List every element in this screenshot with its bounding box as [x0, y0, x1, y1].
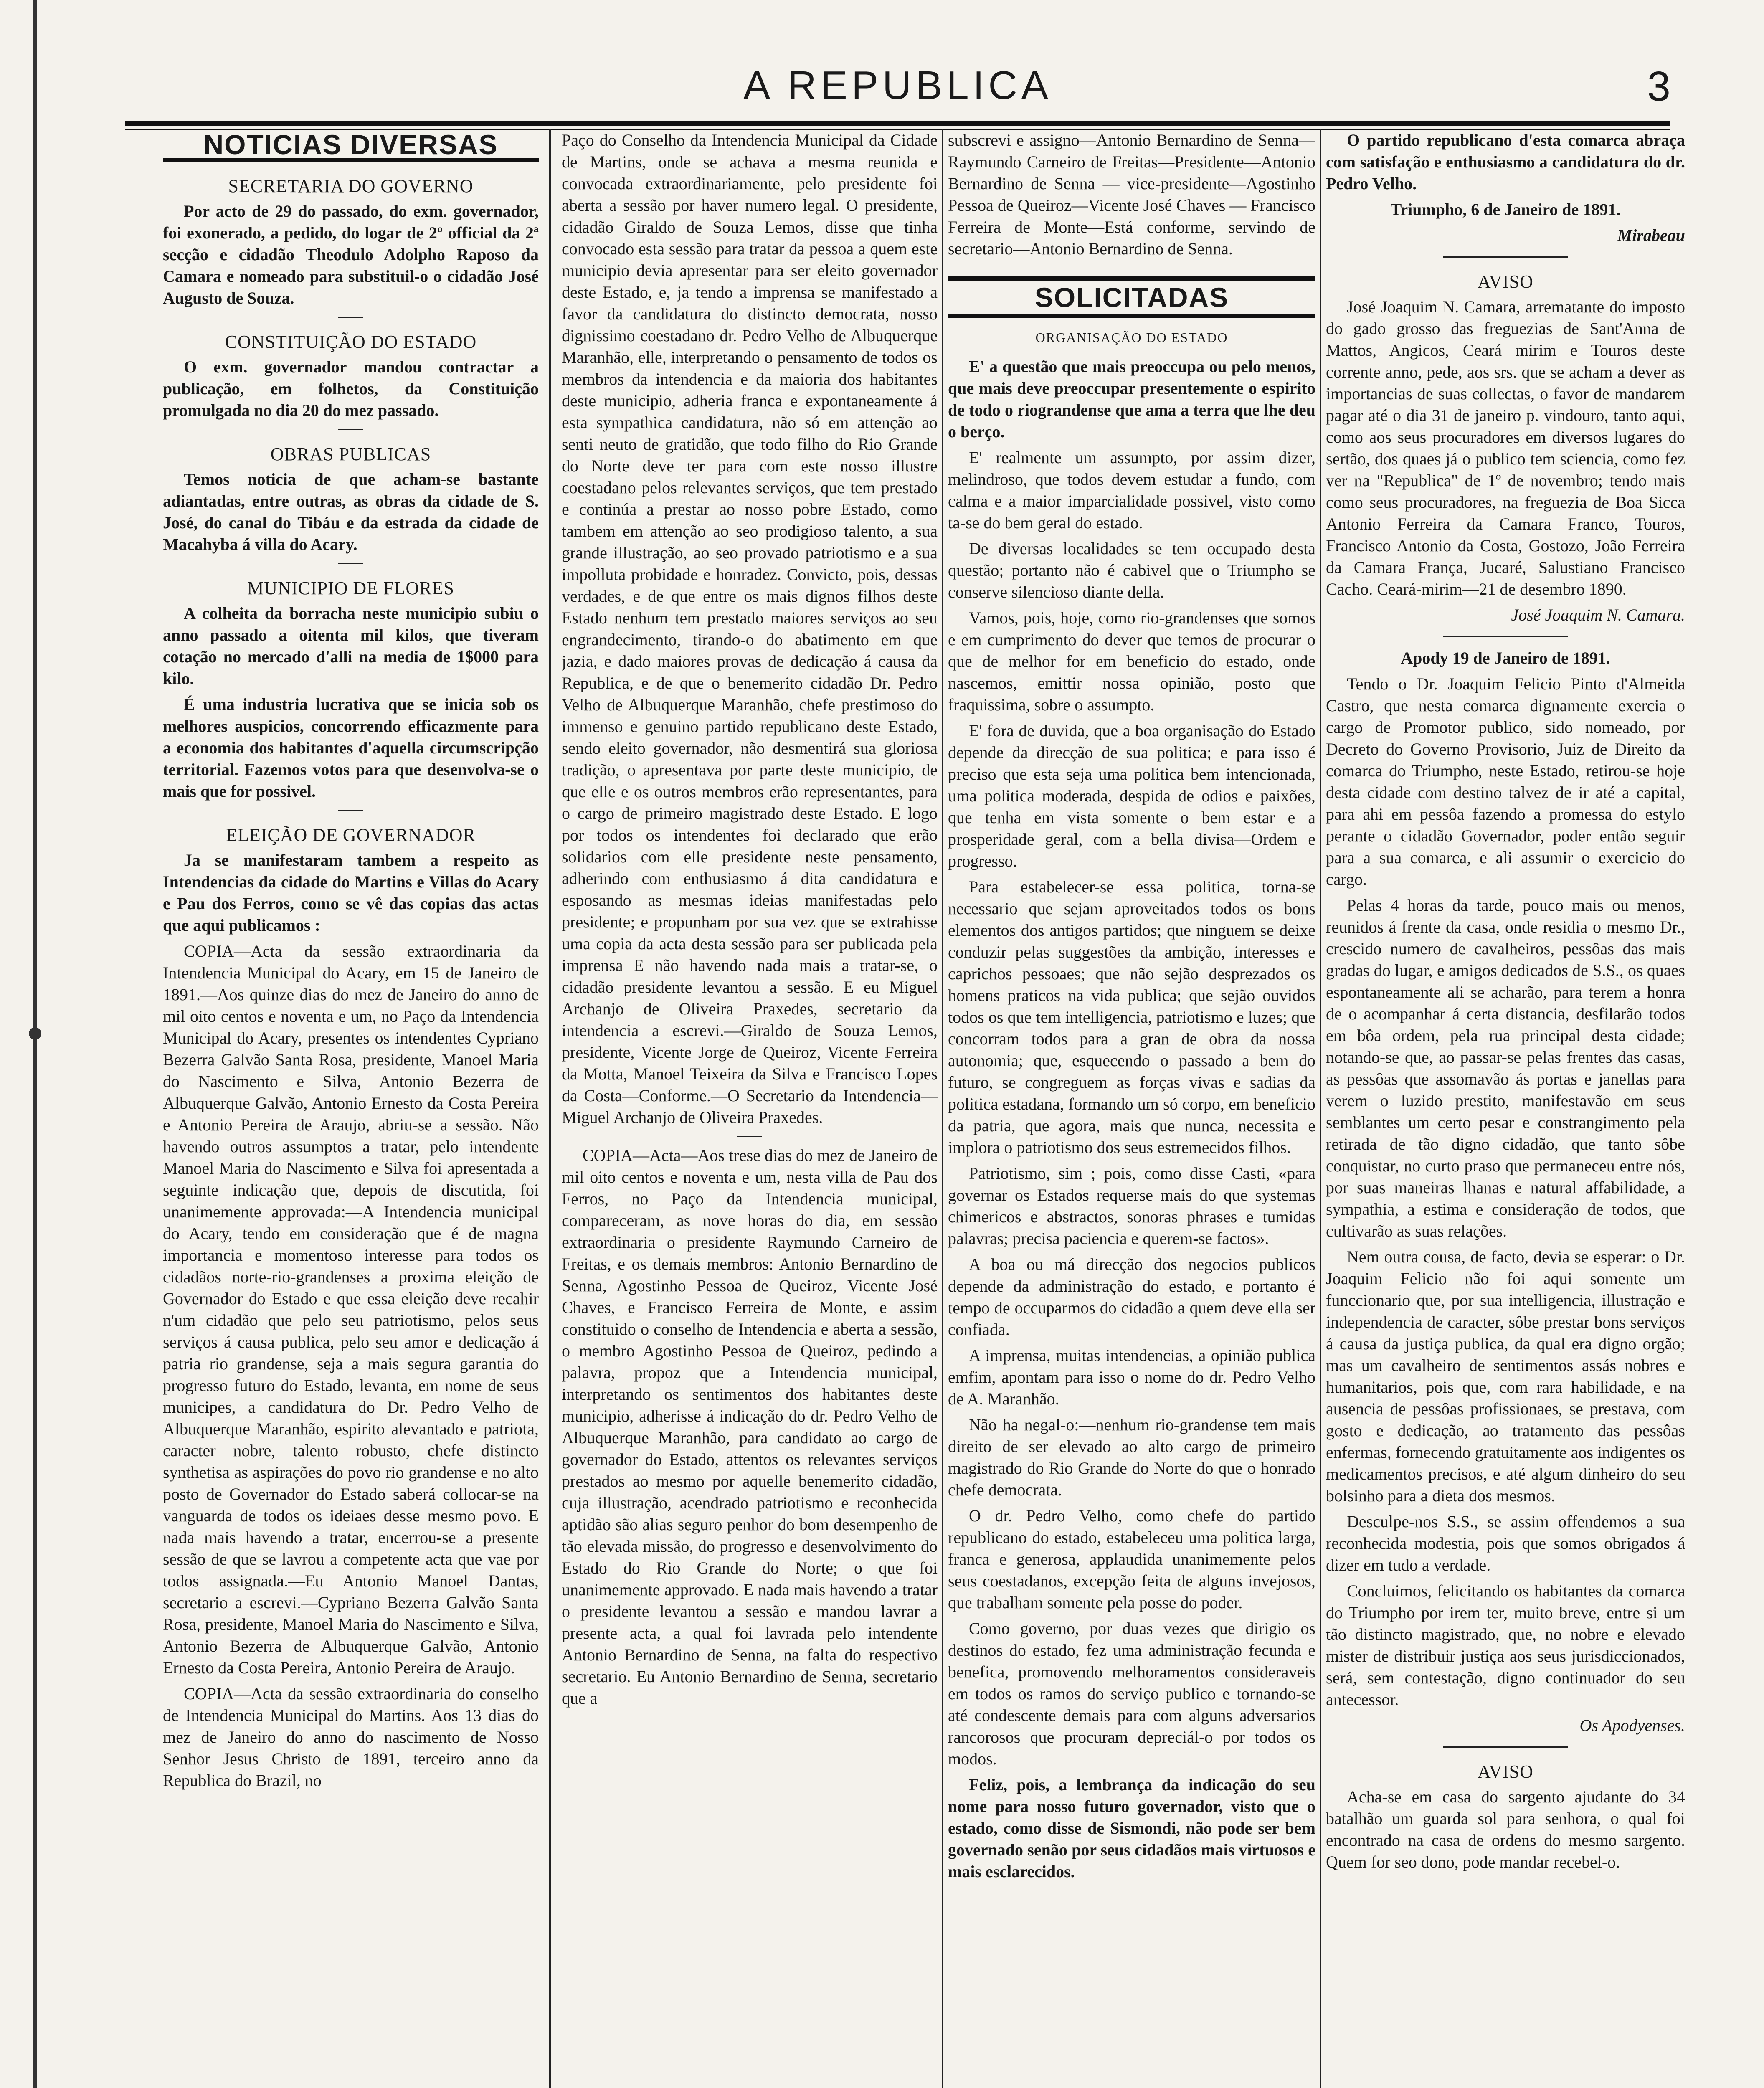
heading-flores: MUNICIPIO DE FLORES: [247, 578, 454, 598]
column-2: [562, 129, 938, 2088]
column-3: [948, 129, 1315, 2088]
paragraph: Nem outra cousa, de facto, devia se esperar: o Dr. Joaquim Felicio não foi aqui somente um funccionario que, por sua intelligencia, illustração e independencia de caracter, sôbe prestar bons serviços á causa da justiça publica, da qual era digno orgão; mas um cavalheiro de sentimentos assás nobres e humanitarios, pois que, com rara habilidade, e na ausencia de pessôas profissionaes, se prestava, com gosto e dedicação, ao tratamento das pessôas enfermas, fornecendo gratuitamente aos indigentes os medicamentos precisos, e até algum dinheiro do seu bolsinho para a dieta dos mesmos.: [1326, 1247, 1685, 1505]
heading-eleicao: ELEIÇÃO DE GOVERNADOR: [226, 825, 476, 845]
paragraph: Acha-se em casa do sargento ajudante do 34 batalhão um guarda sol para senhora, o qual foi encontrado na casa de ordens do mesmo sargento. Quem for seo dono, pode mandar recebel-o.: [1326, 1787, 1685, 1871]
page-number: 3: [1647, 63, 1670, 110]
paragraph: Desculpe-nos S.S., se assim offendemos a sua reconhecida modestia, pois que somos obrigados á dizer em tudo a verdade.: [1326, 1512, 1685, 1574]
divider: [338, 317, 363, 318]
divider: [737, 1136, 762, 1137]
scan-edge-line: [33, 0, 37, 2088]
heading-obras: OBRAS PUBLICAS: [270, 444, 431, 464]
paragraph: Temos noticia de que acham-se bastante adiantadas, entre outras, as obras da cidade de S. José, do canal do Tibáu e da estrada da cidade de Macahyba á villa do Acary.: [163, 470, 539, 554]
signature: Mirabeau: [1617, 226, 1685, 245]
header-rule: [125, 121, 1670, 126]
column-rule: [1320, 129, 1321, 2088]
paragraph: O partido republicano d'esta comarca abraça com satisfação e enthusiasmo a candidatura do dr. Pedro Velho.: [1326, 131, 1685, 193]
newspaper-title: A REPUBLICA: [743, 63, 1052, 108]
paragraph: Concluimos, felicitando os habitantes da comarca do Triumpho por irem ter, muito breve, entre si um tão distincto magistrado, que, no nobre e elevado mister de distribuir justiça aos seus jurisdiccionados, será, sem contestação, digno continuador do seu antecessor.: [1326, 1581, 1685, 1709]
heading-secretaria: SECRETARIA DO GOVERNO: [228, 176, 474, 196]
paragraph: E' realmente um assumpto, por assim dizer, melindroso, que todos devem estudar a fundo, com calma e a maior imparcialidade possivel, visto como ta-se do bem geral do estado.: [948, 448, 1315, 532]
page-header: [125, 63, 1670, 125]
paragraph: Ja se manifestaram tambem a respeito as Intendencias da cidade do Martins e Villas do Acary e Pau dos Ferros, como se vê das copias das actas que aqui publicamos :: [163, 851, 539, 935]
column-4: [1326, 129, 1685, 2088]
paragraph: Como governo, por duas vezes que dirigio os destinos do estado, fez uma administração fecunda e benefica, promovendo melhoramentos consideraveis em todos os ramos do serviço publico e tornando-se até condescente demais para com alguns adversarios rancorosos que procuram depreciál-o por todos os modos.: [948, 1619, 1315, 1768]
paragraph: É uma industria lucrativa que se inicia sob os melhores auspicios, concorrendo efficazmente para a economia dos habitantes d'aquella circumscripção territorial. Fazemos votos para que desenvolva-se o mais que for possivel.: [163, 695, 539, 801]
paragraph: A boa ou má direcção dos negocios publicos depende da administração do estado, e portanto é tempo de occuparmos do cidadão a quem deve ella ser confiada.: [948, 1255, 1315, 1339]
paragraph: COPIA—Acta—Aos trese dias do mez de Janeiro de mil oito centos e noventa e um, nesta villa de Pau dos Ferros, no Paço da Intendencia municipal, compareceram, as nove horas do dia, em sessão extraordinaria o presidente Raymundo Carneiro de Freitas, e os demais membros: Antonio Bernardino de Senna, Agostinho Pessoa de Queiroz, Vicente José Chaves, e Francisco Ferreira de Monte, e assim constituido o conselho de Intendencia e aberta a sessão, o membro Agostinho Pessoa de Queiroz, pedindo a palavra, propoz que a Intendencia municipal, interpretando os sentimentos dos habitantes deste municipio, adherisse á indicação do dr. Pedro Velho de Albuquerque Maranhão, para candidato ao cargo de governador do Estado, attentos os relevantes serviços prestados ao mesmo por aquelle benemerito cidadão, cuja illustração, acendrado patriotismo e reconhecida aptidão são alias seguro penhor do bom desempenho de tão elevada missão, do progresso e desenvolvimento do Estado do Rio Grande do Norte; o que foi unanimemente approvado. E nada mais havendo a tratar o presidente levantou a sessão e mandou lavrar a presente acta, a qual foi lavrada pelo intendente Antonio Bernardino de Senna, na falta do respectivo secretario. Eu Antonio Bernardino de Senna, secretario que a: [562, 1146, 938, 1708]
paragraph: COPIA—Acta da sessão extraordinaria da Intendencia Municipal do Acary, em 15 de Janeiro de 1891.—Aos quinze dias do mez de Janeiro do anno de mil oito centos e noventa e um, no Paço da Intendencia Municipal do Acary, presentes os intendentes Cypriano Bezerra Galvão Santa Rosa, presidente, Manoel Maria do Nascimento e Silva, Antonio Bezerra de Albuquerque Galvão, Antonio Ernesto da Costa Pereira e Antonio Pereira de Araujo, abriu-se a sessão. Não havendo outros assumptos a tratar, pelo intendente Manoel Maria do Nascimento e Silva foi apresentada a seguinte indicação que, depois de discutida, foi unanimemente approvada:—A Intendencia municipal do Acary, tendo em consideração que é de magna importancia e momentoso interesse para todos os cidadãos norte-rio-grandenses a proxima eleição de Governador do Estado e que essa eleição deve recahir n'um cidadão que pelo seu patriotismo, pelos seus serviços á causa publica, pelo seu amor e dedicação á patria rio grandense, seja a mais segura garantia do progresso futuro do Estado, levanta, em nome de seus municipes, a candidatura do Dr. Pedro Velho de Albuquerque Maranhão, espirito alevantado e patriota, caracter nobre, talento robusto, chefe distincto synthetisa as aspirações do povo rio grandense e no alto posto de Governador do Estado saberá collocar-se na vanguarda de todos os ideiaes desse mesmo povo. E nada mais havendo a tratar, encerrou-se a presente sessão de que se lavrou a competente acta que vae por todos assignada.—Eu Antonio Manoel Dantas, secretario a escrevi.—Cypriano Bezerra Galvão Santa Rosa, presidente, Manoel Maria do Nascimento e Silva, Antonio Bezerra de Albuquerque Galvão, Antonio Ernesto da Costa Pereira, Antonio Pereira de Araujo.: [163, 942, 539, 1677]
divider: [1443, 256, 1568, 258]
paragraph: Patriotismo, sim ; pois, como disse Casti, «para governar os Estados requerse mais do que systemas chimericos e abstractos, sonoras phrases e tumidas palavras; precisa paciencia e querem-se factos».: [948, 1164, 1315, 1248]
paragraph: José Joaquim N. Camara, arrematante do imposto do gado grosso das freguezias de Sant'Anna de Mattos, Angicos, Ceará mirim e Touros deste corrente anno, pede, aos srs. que se acham a dever as importancias de suas collectas, o favor de mandarem pagar até o dia 31 de janeiro p. vindouro, tanto aqui, como aos seus procuradores em diversos lugares do sertão, dos quaes já o publico tem sciencia, como fez ver na "Republica" de 1º de novembro; tendo mais como seus procuradores, na freguezia de Boa Sicca Antonio Ferreira da Camara Franco, Touros, Francisco Antonio da Costa, Gostozo, João Ferreira da Camara França, Jucaré, Salustiano Francisco Cacho. Ceará-mirim—21 de desembro 1890.: [1326, 297, 1685, 598]
section-title-noticias: NOTICIAS DIVERSAS: [163, 134, 539, 162]
signature: Os Apodyenses.: [1579, 1716, 1685, 1735]
column-1: [163, 129, 539, 2088]
paragraph: De diversas localidades se tem occupado desta questão; portanto não é cabivel que o Triumpho se conserve silencioso diante della.: [948, 539, 1315, 601]
paragraph: subscrevi e assigno—Antonio Bernardino de Senna—Raymundo Carneiro de Freitas—Presidente—Antonio Bernardino de Senna — vice-presidente—Agostinho Pessoa de Queiroz—Vicente José Chaves — Francisco Ferreira de Monte—Está conforme, servindo de secretario—Antonio Bernardino de Senna.: [948, 131, 1315, 258]
divider: [338, 429, 363, 430]
paragraph: Tendo o Dr. Joaquim Felicio Pinto d'Almeida Castro, que nesta comarca dignamente exercia o cargo de Promotor publico, sido nomeado, por Decreto do Governo Provisorio, Juiz de Direito da comarca do Triumpho, neste Estado, retirou-se hoje desta cidade com destino talvez de ir até a capital, para ahi em pessôa fazendo a promessa do estylo perante o cidadão Governador, poder então seguir para a sua comarca, e ali assumir o exercicio do cargo.: [1326, 674, 1685, 889]
divider: [338, 810, 363, 811]
paragraph: E' a questão que mais preoccupa ou pelo menos, que mais deve preoccupar presentemente o espirito de todo o riograndense que ama a terra que lhe deu o berço.: [948, 357, 1315, 441]
dateline: Apody 19 de Janeiro de 1891.: [1401, 649, 1610, 667]
paragraph: Pelas 4 horas da tarde, pouco mais ou menos, reunidos á frente da casa, onde residia o mesmo Dr., crescido numero de cavalheiros, pessôas das mais gradas do lugar, e amigos dedicados de S.S., os quaes espontaneamente ali se acharão, para terem a honra de o acompanhar á certa distancia, desfilarão todos em bôa ordem, pela rua principal desta cidade; notando-se que, ao passar-se pelas frentes das casas, as pessôas que assomavão ás portas e janellas para verem o luzido prestito, manifestavão em seus semblantes um certo pesar e constrangimento pela retirada de tão digno cidadão, que tanto sôbe conquistar, no curto praso que permaneceu entre nós, por suas maneiras lhanas e natural affabilidade, a sympathia, a estima e consideração de todos, que cultivarão as suas relações.: [1326, 896, 1685, 1240]
divider: [338, 563, 363, 564]
paragraph: Por acto de 29 do passado, do exm. governador, foi exonerado, a pedido, do logar de 2º official da 2ª secção e cidadão Theodulo Adolpho Raposo da Camara e nomeado para substituil-o o cidadão José Augusto de Souza.: [163, 202, 539, 307]
paragraph: E' fora de duvida, que a boa organisação do Estado depende da direcção de sua politica; e para isso é preciso que esta seja uma politica bem intencionada, uma politica moderada, despida de odios e paixões, que tenha em vista somente o bem estar e a prosperidade geral, com a bella divisa—Ordem e progresso.: [948, 721, 1315, 870]
heading-aviso: AVISO: [1478, 271, 1533, 292]
paragraph: O exm. governador mandou contractar a publicação, em folhetos, da Constituição promulgada no dia 20 do mez passado.: [163, 357, 539, 420]
divider: [1443, 1746, 1568, 1748]
heading-aviso: AVISO: [1478, 1761, 1533, 1782]
paragraph: A colheita da borracha neste municipio subiu o anno passado a oitenta mil kilos, que tiveram cotação no mercado d'alli na media de 1$000 para kilo.: [163, 604, 539, 688]
paragraph: Feliz, pois, a lembrança da indicação do seu nome para nosso futuro governador, visto que o estado, como disse de Sismondi, não pode ser bem governado senão por seus cidadãos mais virtuosos e mais esclarecidos.: [948, 1775, 1315, 1881]
divider: [1443, 636, 1568, 637]
section-title-solicitadas: SOLICITADAS: [948, 276, 1315, 318]
paragraph: Paço do Conselho da Intendencia Municipal da Cidade de Martins, onde se achava a mesma reunida e convocada extraordinariamente, pelo presidente foi aberta a sessão por haver numero legal. O presidente, cidadão Giraldo de Souza Lemos, disse que tinha convocado esta sessão para tratar da pessoa a quem este municipio devia apresentar para ser eleito governador deste Estado, e, ja tendo a imprensa se manifestado a favor da candidatura do distincto democrata, nosso dignissimo coestadano dr. Pedro Velho de Albuquerque Maranhão, elle, interpretando o pensamento de todos os membros da intendencia e da maioria dos habitantes deste municipio, adheria franca e expontaneamente á esta sympathica candidatura, não só em attenção ao senti neuto de gratidão, que todo filho do Rio Grande do Norte deve ter para com este nosso illustre coestadano pelos relevantes serviços, que tem prestado e continúa a prestar ao nosso pobre Estado, como tambem em attenção ao seo prodigioso talento, a sua grande illustração, ao seo provado patriotismo e a sua impolluta probidade e honradez. Convicto, pois, dessas verdades, e de que entre os mais dignos filhos deste Estado nenhum tem prestado maiores serviços ao seu engrandecimento, tirando-o do abatimento em que jazia, e dado maiores provas de dedicação á causa da Republica, e de que o benemerito cidadão Dr. Pedro Velho de Albuquerque Maranhão, chefe prestimoso do immenso e genuino partido republicano deste Estado, sendo eleito governador, não desmentirá sua gloriosa tradição, o apresentava por parte deste municipio, de que elle e os outros membros erão representantes, para o cargo de primeiro magistrado deste Estado. E logo por todos os intendentes foi declarado que erão solidarios com elle presidente neste pensamento, adherindo com enthusiasmo á dita candidatura e esposando as mesmas ideias manifestadas pelo presidente; e propunham por sua vez que se extrahisse uma copia da acta desta sessão para ser publicada pela imprensa E não havendo nada mais a tratar-se, o cidadão presidente levantou a sessão. E eu Miguel Archanjo de Oliveira Praxedes, secretario da intendencia a escrevi.—Giraldo de Souza Lemos, presidente, Vicente Jorge de Queiroz, Vicente Ferreira da Motta, Manoel Teixeira da Silva e Francisco Lopes da Costa—Conforme.—O Secretario da Intendencia—Miguel Archanjo de Oliveira Praxedes.: [562, 131, 938, 1127]
paragraph: O dr. Pedro Velho, como chefe do partido republicano do estado, estabeleceu uma politica larga, franca e generosa, applaudida unanimemente pelos seus coestadanos, excepção feita de alguns invejosos, que trabalham somente pela posse do poder.: [948, 1506, 1315, 1612]
paragraph: A imprensa, muitas intendencias, a opinião publica emfim, apontam para isso o nome do dr. Pedro Velho de A. Maranhão.: [948, 1346, 1315, 1408]
heading-constituicao: CONSTITUIÇÃO DO ESTADO: [225, 332, 477, 352]
paragraph: Vamos, pois, hoje, como rio-grandenses que somos e em cumprimento do dever que temos de procurar o que de melhor for em beneficio do estado, onde nascemos, emittir nossa opinião, posto que fraquissima, sobre o assumpto.: [948, 608, 1315, 714]
paragraph: COPIA—Acta da sessão extraordinaria do conselho de Intendencia Municipal do Martins. Aos 13 dias do mez de Janeiro do anno do nascimento de Nosso Senhor Jesus Christo de 1891, terceiro anno da Republica do Brazil, no: [163, 1684, 539, 1790]
subheading-organisacao: ORGANISAÇÃO DO ESTADO: [1035, 330, 1228, 345]
signature: José Joaquim N. Camara.: [1511, 606, 1685, 624]
scan-edge-mark: [29, 1027, 41, 1040]
column-rule: [549, 129, 551, 2088]
paragraph: Para estabelecer-se essa politica, torna-se necessario que sejam aproveitados todos os bons elementos dos antigos partidos; que ninguem se deixe conduzir pelas suggestões da ambição, interesses e caprichos pessoaes; que não sejão desprezados os homens praticos na vida publica; que sejão ouvidos todos os que tem intelligencia, patriotismo e luzes; que concorram todos para a gran de obra da nossa autonomia; que, esquecendo o passado a bem do futuro, se congreguem as forças vivas e sadias da politica estadana, formando um só corpo, em beneficio da patria, que agora, mais que nunca, necessita e implora o patriotismo dos seus estremecidos filhos.: [948, 877, 1315, 1157]
dateline: Triumpho, 6 de Janeiro de 1891.: [1390, 200, 1621, 219]
paragraph: Não ha negal-o:—nenhum rio-grandense tem mais direito de ser elevado ao alto cargo de primeiro magistrado do Rio Grande do Norte do que o honrado chefe democrata.: [948, 1415, 1315, 1499]
column-rule: [942, 129, 943, 2088]
